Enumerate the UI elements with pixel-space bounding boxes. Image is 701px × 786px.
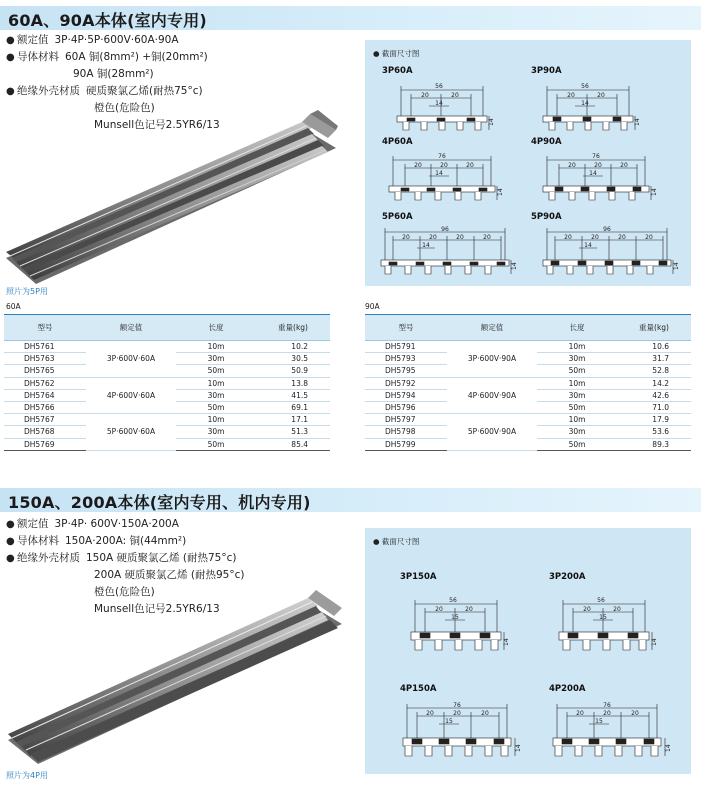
length-cell: 30m xyxy=(176,426,256,438)
dim-text: 20 xyxy=(583,606,591,613)
table-label: 90A xyxy=(365,302,380,311)
dim-text: 20 xyxy=(620,162,628,169)
dim-text: 15 xyxy=(595,718,603,725)
dim-text: 20 xyxy=(421,92,429,99)
rating-cell: 4P·600V·60A xyxy=(86,377,176,414)
cross-section-4p60a xyxy=(387,150,505,204)
length-cell: 30m xyxy=(537,389,617,401)
length-cell: 50m xyxy=(537,401,617,413)
model-cell: DH5794 xyxy=(365,389,447,401)
dim-text: 14 xyxy=(651,188,658,196)
dim-text: 76 xyxy=(453,702,461,709)
weight-cell: 69.1 xyxy=(256,401,330,413)
drawing-label: 3P90A xyxy=(531,66,562,76)
weight-cell: 51.3 xyxy=(256,426,330,438)
dim-text: 20 xyxy=(466,162,474,169)
dim-text: 76 xyxy=(438,153,446,160)
length-cell: 30m xyxy=(176,353,256,365)
drawing-label: 5P90A xyxy=(531,212,562,222)
dim-text: 14 xyxy=(497,188,504,196)
weight-cell: 14.2 xyxy=(617,377,691,389)
dim-text: 20 xyxy=(456,234,464,241)
dim-text: 15 xyxy=(445,718,453,725)
model-cell: DH5766 xyxy=(4,401,86,413)
cross-section-panel-60a-90a xyxy=(365,40,691,286)
drawing-label: 3P60A xyxy=(382,66,413,76)
section-title: 60A、90A本体(室内专用) xyxy=(8,11,207,30)
length-cell: 10m xyxy=(176,377,256,389)
dim-text: 14 xyxy=(435,170,443,177)
column-header: 重量(kg) xyxy=(256,315,330,341)
column-header: 型号 xyxy=(4,315,86,341)
busbar-photo-5p xyxy=(6,108,338,284)
model-cell: DH5765 xyxy=(4,365,86,377)
drawing-label: 4P200A xyxy=(549,684,586,694)
spec-label: 额定值 xyxy=(17,518,49,530)
length-cell: 10m xyxy=(537,341,617,353)
dim-text: 56 xyxy=(597,597,605,604)
dim-text: 20 xyxy=(481,710,489,717)
weight-cell: 10.6 xyxy=(617,341,691,353)
weight-cell: 42.6 xyxy=(617,389,691,401)
bullet-icon: ● xyxy=(6,35,15,46)
dim-text: 14 xyxy=(488,118,495,126)
weight-cell: 50.9 xyxy=(256,365,330,377)
weight-cell: 17.9 xyxy=(617,414,691,426)
table-label: 60A xyxy=(6,302,21,311)
spec-value: 150A·200A: 铜(44mm²) xyxy=(65,535,187,547)
dim-text: 14 xyxy=(651,638,658,646)
spec-label: 绝缘外壳材质 xyxy=(17,552,80,564)
bullet-icon: ● xyxy=(6,52,15,63)
model-cell: DH5797 xyxy=(365,414,447,426)
dim-text: 56 xyxy=(449,597,457,604)
dim-text: 56 xyxy=(581,83,589,90)
spec-value: Munsell色记号2.5YR6/13 xyxy=(94,119,220,131)
cross-section-5p60a xyxy=(379,224,519,280)
column-header: 长度 xyxy=(537,315,617,341)
spec-label: 额定值 xyxy=(17,34,49,46)
drawing-label: 4P90A xyxy=(531,137,562,147)
weight-cell: 17.1 xyxy=(256,414,330,426)
spec-value: Munsell色记号2.5YR6/13 xyxy=(94,603,220,615)
rating-cell: 3P·600V·60A xyxy=(86,341,176,378)
cross-section-4p90a xyxy=(541,150,659,204)
column-header: 额定值 xyxy=(86,315,176,341)
table-row xyxy=(4,377,330,389)
spec-label: 导体材料 xyxy=(17,51,59,63)
model-cell: DH5796 xyxy=(365,401,447,413)
weight-cell: 71.0 xyxy=(617,401,691,413)
weight-cell: 31.7 xyxy=(617,353,691,365)
bullet-icon: ● xyxy=(6,519,15,530)
model-cell: DH5767 xyxy=(4,414,86,426)
dim-text: 96 xyxy=(441,226,449,233)
dim-text: 14 xyxy=(673,262,680,270)
dim-text: 14 xyxy=(589,170,597,177)
column-header: 长度 xyxy=(176,315,256,341)
length-cell: 50m xyxy=(176,401,256,413)
photo-note: 照片为5P用 xyxy=(6,287,48,296)
spec-table-60a xyxy=(4,314,330,451)
model-cell: DH5791 xyxy=(365,341,447,353)
drawing-title: ● 截面尺寸图 xyxy=(373,49,420,58)
spec-value: 3P·4P· 600V·150A·200A xyxy=(54,518,179,530)
dim-text: 14 xyxy=(665,744,672,752)
length-cell: 50m xyxy=(176,438,256,450)
spec-value: 200A 硬质聚氯乙烯 (耐热95°c) xyxy=(94,569,245,581)
model-cell: DH5761 xyxy=(4,341,86,353)
length-cell: 50m xyxy=(537,365,617,377)
bullet-icon: ● xyxy=(6,553,15,564)
table-row xyxy=(4,341,330,353)
dim-text: 96 xyxy=(603,226,611,233)
weight-cell: 13.8 xyxy=(256,377,330,389)
dim-text: 14 xyxy=(581,100,589,107)
weight-cell: 53.6 xyxy=(617,426,691,438)
cross-section-3p200a xyxy=(557,594,657,656)
cross-section-3p90a xyxy=(541,78,641,132)
spec-value: 3P·4P·5P·600V·60A·90A xyxy=(54,34,179,46)
length-cell: 10m xyxy=(537,414,617,426)
dim-text: 20 xyxy=(453,710,461,717)
dim-text: 20 xyxy=(576,710,584,717)
dim-text: 14 xyxy=(435,100,443,107)
dim-text: 76 xyxy=(592,153,600,160)
model-cell: DH5762 xyxy=(4,377,86,389)
dim-text: 20 xyxy=(603,710,611,717)
dim-text: 20 xyxy=(594,162,602,169)
dim-text: 20 xyxy=(465,606,473,613)
spec-table-90a xyxy=(365,314,691,451)
dim-text: 14 xyxy=(584,242,592,249)
weight-cell: 52.8 xyxy=(617,365,691,377)
busbar-photo-4p xyxy=(8,584,344,764)
dim-text: 15 xyxy=(451,614,459,621)
drawing-label: 3P150A xyxy=(400,572,437,582)
dim-text: 20 xyxy=(402,234,410,241)
length-cell: 10m xyxy=(176,414,256,426)
drawing-title: ● 截面尺寸图 xyxy=(373,537,420,546)
dim-text: 14 xyxy=(422,242,430,249)
weight-cell: 10.2 xyxy=(256,341,330,353)
cross-section-4p200a xyxy=(551,700,675,764)
rating-cell: 5P·600V·90A xyxy=(447,414,537,451)
model-cell: DH5792 xyxy=(365,377,447,389)
model-cell: DH5763 xyxy=(4,353,86,365)
section-header-60a-90a xyxy=(0,6,701,30)
drawing-label: 4P60A xyxy=(382,137,413,147)
length-cell: 10m xyxy=(537,377,617,389)
dim-text: 14 xyxy=(511,262,518,270)
bullet-icon: ● xyxy=(6,536,15,547)
length-cell: 30m xyxy=(176,389,256,401)
cross-section-3p60a xyxy=(395,78,495,132)
model-cell: DH5798 xyxy=(365,426,447,438)
dim-text: 20 xyxy=(564,234,572,241)
weight-cell: 30.5 xyxy=(256,353,330,365)
dim-text: 56 xyxy=(435,83,443,90)
spec-value: 150A 硬质聚氯乙烯 (耐热75°c) xyxy=(86,552,237,564)
length-cell: 50m xyxy=(176,365,256,377)
length-cell: 30m xyxy=(537,426,617,438)
dim-text: 76 xyxy=(603,702,611,709)
drawing-label: 4P150A xyxy=(400,684,437,694)
dim-text: 20 xyxy=(429,234,437,241)
dim-text: 20 xyxy=(440,162,448,169)
weight-cell: 41.5 xyxy=(256,389,330,401)
spec-value: 橙色(危险色) xyxy=(94,102,155,114)
dim-text: 20 xyxy=(591,234,599,241)
column-header: 重量(kg) xyxy=(617,315,691,341)
rating-cell: 5P·600V·60A xyxy=(86,414,176,451)
model-cell: DH5793 xyxy=(365,353,447,365)
spec-value: 硬质聚氯乙烯(耐热75°c) xyxy=(86,85,203,97)
model-cell: DH5768 xyxy=(4,426,86,438)
spec-value: 90A 铜(28mm²) xyxy=(73,68,154,80)
model-cell: DH5795 xyxy=(365,365,447,377)
model-cell: DH5769 xyxy=(4,438,86,450)
dim-text: 14 xyxy=(634,118,641,126)
spec-value: 60A 铜(8mm²) +铜(20mm²) xyxy=(65,51,208,63)
table-row xyxy=(365,414,691,426)
dim-text: 15 xyxy=(599,614,607,621)
length-cell: 30m xyxy=(537,353,617,365)
drawing-label: 3P200A xyxy=(549,572,586,582)
dim-text: 20 xyxy=(451,92,459,99)
dim-text: 14 xyxy=(515,744,522,752)
table-row xyxy=(4,414,330,426)
section-title: 150A、200A本体(室内专用、机内专用) xyxy=(8,493,311,512)
length-cell: 50m xyxy=(537,438,617,450)
bullet-icon: ● xyxy=(6,86,15,97)
model-cell: DH5799 xyxy=(365,438,447,450)
weight-cell: 89.3 xyxy=(617,438,691,450)
length-cell: 10m xyxy=(176,341,256,353)
cross-section-4p150a xyxy=(401,700,525,764)
dim-text: 14 xyxy=(503,638,510,646)
cross-section-panel-150a-200a xyxy=(365,528,691,774)
dim-text: 20 xyxy=(645,234,653,241)
dim-text: 20 xyxy=(414,162,422,169)
spec-value: 橙色(危险色) xyxy=(94,586,155,598)
cross-section-5p90a xyxy=(541,224,687,280)
spec-label: 导体材料 xyxy=(17,535,59,547)
dim-text: 20 xyxy=(613,606,621,613)
weight-cell: 85.4 xyxy=(256,438,330,450)
dim-text: 20 xyxy=(631,710,639,717)
dim-text: 20 xyxy=(567,92,575,99)
cross-section-3p150a xyxy=(409,594,509,656)
dim-text: 20 xyxy=(426,710,434,717)
spec-label: 绝缘外壳材质 xyxy=(17,85,80,97)
dim-text: 20 xyxy=(435,606,443,613)
rating-cell: 4P·600V·90A xyxy=(447,377,537,414)
column-header: 额定值 xyxy=(447,315,537,341)
column-header: 型号 xyxy=(365,315,447,341)
photo-note: 照片为4P用 xyxy=(6,771,48,780)
table-row xyxy=(365,341,691,353)
table-row xyxy=(365,377,691,389)
dim-text: 20 xyxy=(568,162,576,169)
dim-text: 20 xyxy=(618,234,626,241)
dim-text: 20 xyxy=(597,92,605,99)
drawing-label: 5P60A xyxy=(382,212,413,222)
dim-text: 20 xyxy=(483,234,491,241)
model-cell: DH5764 xyxy=(4,389,86,401)
rating-cell: 3P·600V·90A xyxy=(447,341,537,378)
section-header-150a-200a xyxy=(0,488,701,512)
